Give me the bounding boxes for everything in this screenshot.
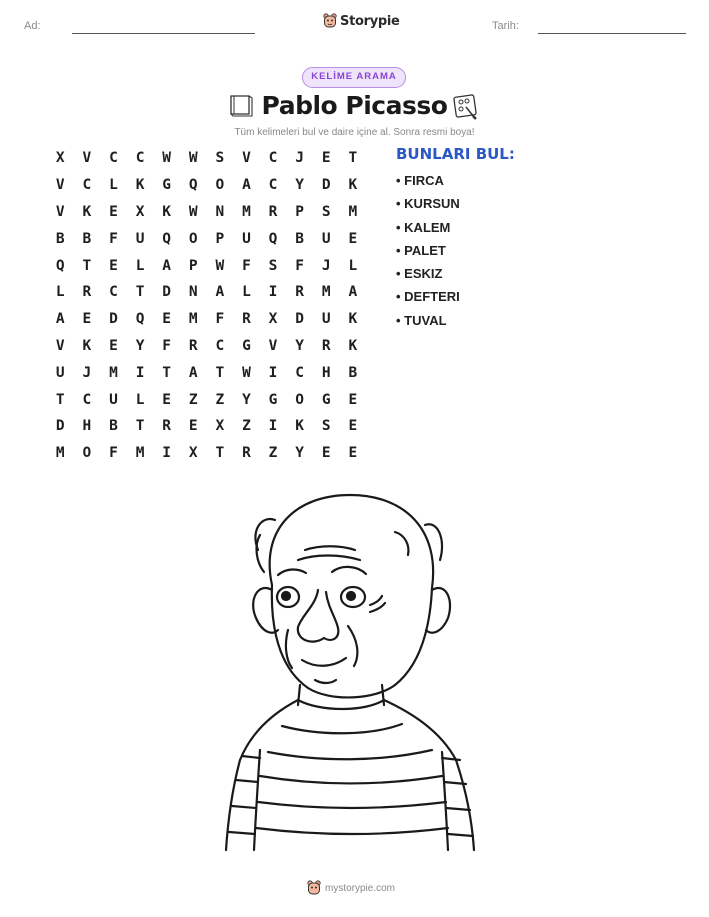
grid-letter[interactable]: V [82,150,92,167]
grid-letter[interactable]: E [348,230,358,247]
grid-letter[interactable]: E [162,391,172,408]
grid-letter[interactable]: N [215,203,225,220]
grid-letter[interactable]: E [348,445,358,462]
grid-letter[interactable]: E [348,391,358,408]
grid-letter[interactable]: T [348,150,358,167]
grid-letter[interactable]: A [188,364,198,381]
grid-letter[interactable]: Q [188,177,198,194]
palette-icon [452,92,480,120]
grid-letter[interactable]: M [321,284,331,301]
grid-letter[interactable]: K [162,203,172,220]
word-list [396,170,460,333]
grid-letter[interactable]: Q [55,257,65,274]
grid-letter[interactable]: X [268,311,278,328]
grid-letter[interactable]: R [242,311,251,328]
grid-letter[interactable]: E [109,337,118,354]
grid-letter[interactable]: L [242,284,251,301]
grid-letter[interactable]: K [348,177,358,194]
grid-letter[interactable]: Q [162,230,172,247]
grid-letter[interactable]: Y [295,445,304,462]
grid-row [47,172,366,199]
word-list-item: • ESKIZ [396,263,460,286]
grid-letter[interactable]: F [295,257,304,274]
word-list-item: • KURSUN [396,193,460,216]
grid-letter[interactable]: Z [242,418,251,435]
grid-letter[interactable]: X [188,445,198,462]
grid-letter[interactable]: Z [268,445,278,462]
grid-letter[interactable]: T [82,257,92,274]
grid-letter[interactable]: D [295,311,304,328]
grid-letter[interactable]: F [242,257,251,274]
grid-letter[interactable]: H [321,364,331,381]
grid-letter[interactable]: W [188,150,198,167]
grid-letter[interactable]: P [295,203,304,220]
grid-letter[interactable]: U [321,230,331,247]
grid-letter[interactable]: V [55,203,65,220]
grid-letter[interactable]: U [135,230,145,247]
grid-letter[interactable]: Y [242,391,251,408]
grid-row [47,440,366,467]
grid-row [47,225,366,252]
grid-letter[interactable]: S [268,257,278,274]
grid-letter[interactable]: I [162,445,172,462]
footer [307,880,395,896]
grid-letter[interactable]: B [348,364,358,381]
grid-letter[interactable]: V [242,150,251,167]
grid-letter[interactable]: T [215,364,225,381]
instructions: Tüm kelimeleri bul ve daire içine al. Sonra resmi boya! [234,127,475,138]
grid-letter[interactable]: Q [135,311,145,328]
grid-letter[interactable]: P [188,257,198,274]
picasso-coloring-illustration[interactable] [220,490,490,855]
grid-letter[interactable]: C [135,150,145,167]
grid-letter[interactable]: R [295,284,304,301]
grid-letter[interactable]: K [348,337,358,354]
grid-letter[interactable]: F [215,311,225,328]
grid-letter[interactable]: O [215,177,225,194]
grid-letter[interactable]: E [162,311,172,328]
grid-letter[interactable]: C [215,337,225,354]
grid-letter[interactable]: V [55,337,65,354]
word-list-item: • TUVAL [396,310,460,333]
grid-letter[interactable]: C [82,391,92,408]
grid-letter[interactable]: G [321,391,331,408]
grid-letter[interactable]: E [321,445,331,462]
grid-row [47,279,366,306]
grid-letter[interactable]: C [268,150,278,167]
grid-letter[interactable]: W [188,203,198,220]
grid-letter[interactable]: C [268,177,278,194]
word-search-grid[interactable] [47,145,366,467]
grid-letter[interactable]: S [321,203,331,220]
brand-name: Storypie [340,13,400,29]
grid-letter[interactable]: M [242,203,251,220]
grid-letter[interactable]: V [268,337,278,354]
grid-letter[interactable]: Y [295,177,304,194]
grid-letter[interactable]: R [82,284,92,301]
word-list-item: • FIRCA [396,170,460,193]
grid-letter[interactable]: Q [268,230,278,247]
grid-letter[interactable]: D [321,177,331,194]
grid-letter[interactable]: T [135,284,145,301]
grid-letter[interactable]: L [135,391,145,408]
grid-letter[interactable]: K [82,203,92,220]
grid-letter[interactable]: J [295,150,304,167]
grid-letter[interactable]: G [162,177,172,194]
grid-letter[interactable]: R [162,418,172,435]
grid-letter[interactable]: O [188,230,198,247]
grid-letter[interactable]: U [109,391,118,408]
grid-letter[interactable]: U [242,230,251,247]
grid-letter[interactable]: M [135,445,145,462]
grid-letter[interactable]: T [215,445,225,462]
grid-letter[interactable]: F [109,445,118,462]
grid-letter[interactable]: K [295,418,304,435]
grid-letter[interactable]: D [162,284,172,301]
grid-letter[interactable]: A [348,284,358,301]
grid-row [47,359,366,386]
grid-letter[interactable]: S [215,150,225,167]
grid-letter[interactable]: G [242,337,251,354]
grid-letter[interactable]: B [295,230,304,247]
grid-letter[interactable]: Z [215,391,225,408]
date-label: Tarih: [492,20,519,32]
grid-letter[interactable]: S [321,418,331,435]
grid-row [47,386,366,413]
grid-letter[interactable]: C [82,177,92,194]
grid-letter[interactable]: L [55,284,65,301]
grid-letter[interactable]: X [135,203,145,220]
grid-letter[interactable]: E [109,203,118,220]
grid-letter[interactable]: M [55,445,65,462]
grid-letter[interactable]: R [268,203,278,220]
grid-letter[interactable]: Z [188,391,198,408]
grid-letter[interactable]: A [162,257,172,274]
name-line [72,33,255,34]
grid-letter[interactable]: K [348,311,358,328]
grid-letter[interactable]: O [295,391,304,408]
grid-letter[interactable]: C [109,284,118,301]
grid-letter[interactable]: R [321,337,331,354]
footer-url[interactable]: mystorypie.com [325,882,396,894]
grid-letter[interactable]: P [215,230,225,247]
grid-letter[interactable]: K [135,177,145,194]
grid-letter[interactable]: L [135,257,145,274]
grid-letter[interactable]: E [82,311,92,328]
brand-logo [323,13,400,29]
storypie-icon [307,880,321,896]
grid-letter[interactable]: I [268,284,278,301]
grid-letter[interactable]: R [242,445,251,462]
grid-letter[interactable]: E [109,257,118,274]
word-list-item: • DEFTERI [396,286,460,309]
grid-letter[interactable]: G [268,391,278,408]
grid-row [47,306,366,333]
grid-letter[interactable]: H [82,418,92,435]
grid-letter[interactable]: T [162,364,172,381]
grid-letter[interactable]: N [188,284,198,301]
grid-row [47,413,366,440]
grid-letter[interactable]: X [55,150,65,167]
grid-letter[interactable]: F [162,337,172,354]
grid-letter[interactable]: D [109,311,118,328]
grid-letter[interactable]: W [162,150,172,167]
grid-letter[interactable]: A [55,311,65,328]
grid-letter[interactable]: I [268,418,278,435]
grid-letter[interactable]: T [135,418,145,435]
grid-letter[interactable]: B [82,230,92,247]
activity-badge: KELİME ARAMA [302,67,406,88]
grid-row [47,333,366,360]
grid-letter[interactable]: Y [135,337,145,354]
grid-letter[interactable]: V [55,177,65,194]
grid-row [47,199,366,226]
grid-letter[interactable]: O [82,445,92,462]
grid-letter[interactable]: L [348,257,358,274]
grid-letter[interactable]: U [321,311,331,328]
grid-letter[interactable]: I [135,364,145,381]
grid-letter[interactable]: A [215,284,225,301]
grid-row [47,145,366,172]
grid-letter[interactable]: Y [295,337,304,354]
grid-letter[interactable]: J [82,364,92,381]
grid-row [47,252,366,279]
date-line [538,33,686,34]
grid-letter[interactable]: M [188,311,198,328]
grid-letter[interactable]: J [321,257,331,274]
grid-letter[interactable]: W [215,257,225,274]
grid-letter[interactable]: I [268,364,278,381]
word-list-item: • PALET [396,240,460,263]
grid-letter[interactable]: T [55,391,65,408]
grid-letter[interactable]: C [295,364,304,381]
grid-letter[interactable]: B [55,230,65,247]
grid-letter[interactable]: W [242,364,251,381]
grid-letter[interactable]: C [109,150,118,167]
page-title: Pablo Picasso [261,91,448,120]
grid-letter[interactable]: U [55,364,65,381]
storypie-icon [323,13,337,29]
grid-letter[interactable]: F [109,230,118,247]
grid-letter[interactable]: R [188,337,198,354]
word-list-item: • KALEM [396,217,460,240]
grid-letter[interactable]: M [109,364,118,381]
grid-letter[interactable]: A [242,177,251,194]
word-list-title: BUNLARI BUL: [396,145,515,163]
name-label: Ad: [24,20,41,32]
grid-letter[interactable]: L [109,177,118,194]
grid-letter[interactable]: E [321,150,331,167]
grid-letter[interactable]: M [348,203,358,220]
grid-letter[interactable]: E [188,418,198,435]
grid-letter[interactable]: K [82,337,92,354]
grid-letter[interactable]: X [215,418,225,435]
grid-letter[interactable]: B [109,418,118,435]
grid-letter[interactable]: E [348,418,358,435]
grid-letter[interactable]: D [55,418,65,435]
